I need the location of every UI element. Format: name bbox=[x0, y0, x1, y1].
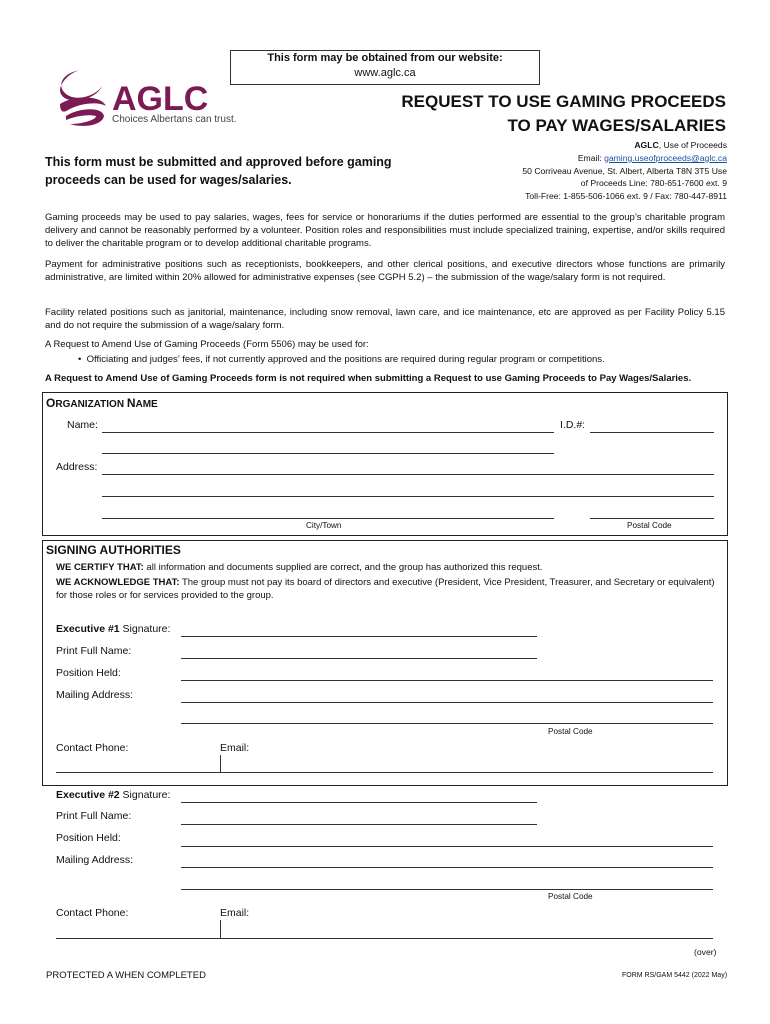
signing-authorities-title: SIGNING AUTHORITIES bbox=[46, 543, 181, 557]
logo-wordmark: AGLC bbox=[112, 80, 209, 118]
org-postal-field[interactable] bbox=[590, 518, 714, 519]
form-title-line1: REQUEST TO USE GAMING PROCEEDS bbox=[401, 92, 726, 111]
exec2-position-label: Position Held: bbox=[56, 832, 121, 844]
exec1-signature-field[interactable] bbox=[181, 636, 537, 637]
org-id-field[interactable] bbox=[590, 432, 714, 433]
exec1-phone-email-field[interactable] bbox=[56, 772, 713, 773]
exec2-phone-email-field[interactable] bbox=[56, 938, 713, 939]
contact-phone: of Proceeds Line: 780-651-7600 ext. 9 bbox=[580, 178, 727, 189]
exec2-print-name-field[interactable] bbox=[181, 824, 537, 825]
exec1-print-name-label: Print Full Name: bbox=[56, 645, 132, 657]
exec2-position-field[interactable] bbox=[181, 846, 713, 847]
contact-tollfree: Toll-Free: 1-855-506-1066 ext. 9 / Fax: 780-447-8911 bbox=[525, 191, 727, 202]
exec1-postal-label: Postal Code bbox=[548, 727, 593, 736]
org-id-label: I.D.#: bbox=[560, 419, 586, 431]
org-city-label: City/Town bbox=[306, 521, 342, 530]
protected-label: PROTECTED A WHEN COMPLETED bbox=[46, 970, 206, 981]
org-name-field-line2[interactable] bbox=[102, 453, 554, 454]
aglc-logo-icon bbox=[52, 66, 112, 130]
contact-email-line: Email: gaming.useofproceeds@aglc.ca bbox=[577, 152, 727, 163]
org-name-field[interactable] bbox=[102, 432, 554, 433]
exec1-phone-label: Contact Phone: bbox=[56, 742, 129, 754]
form-title-line2: TO PAY WAGES/SALARIES bbox=[507, 116, 726, 135]
exec1-mailing-field-line1[interactable] bbox=[181, 702, 713, 703]
exec2-mailing-label: Mailing Address: bbox=[56, 854, 134, 866]
bullet-officiating: • Officiating and judges’ fees, if not currently approved and the positions are required during regular program or competitions. bbox=[78, 354, 605, 365]
organization-title: ORGANIZATION NAME bbox=[46, 396, 158, 410]
exec1-signature-label: Executive #1 Signature: bbox=[56, 623, 171, 635]
org-name-label: Name: bbox=[67, 419, 98, 431]
form-title bbox=[401, 90, 726, 138]
contact-org: AGLC, Use of Proceeds bbox=[634, 140, 727, 150]
exec2-email-label: Email: bbox=[220, 907, 250, 919]
paragraph-facility-positions: Facility related positions such as janitorial, maintenance, including snow removal, lawn care, and ice maintenance, etc are approved as per Facility Policy 5.15 and do not require the submission of a wage/salary form. bbox=[45, 307, 725, 332]
organization-section bbox=[42, 392, 728, 536]
org-address-field-line2[interactable] bbox=[102, 496, 714, 497]
org-postal-label: Postal Code bbox=[627, 521, 672, 530]
logo-tagline: Choices Albertans can trust. bbox=[112, 114, 237, 125]
exec1-position-field[interactable] bbox=[181, 680, 713, 681]
org-address-field-line1[interactable] bbox=[102, 474, 714, 475]
paragraph-amend-form: A Request to Amend Use of Gaming Proceeds (Form 5506) may be used for: bbox=[45, 339, 369, 350]
org-city-field[interactable] bbox=[102, 518, 554, 519]
exec1-position-label: Position Held: bbox=[56, 667, 121, 679]
contact-email-link[interactable]: gaming.useofproceeds@aglc.ca bbox=[604, 152, 727, 163]
page-over-note: (over) bbox=[694, 947, 717, 957]
website-notice-text: This form may be obtained from our website: bbox=[267, 52, 503, 64]
form-number: FORM RS/GAM 5442 (2022 May) bbox=[622, 972, 728, 979]
exec2-field-divider bbox=[220, 920, 221, 938]
paragraph-amend-not-required: A Request to Amend Use of Gaming Proceeds form is not required when submitting a Request to use Gaming Proceeds to Pay Wages/Salaries. bbox=[45, 373, 692, 384]
exec1-mailing-label: Mailing Address: bbox=[56, 689, 134, 701]
org-address-label: Address: bbox=[56, 461, 98, 473]
submission-notice: This form must be submitted and approved before gaming proceeds can be used for wages/salaries. bbox=[45, 155, 392, 187]
contact-block bbox=[522, 139, 727, 203]
certify-statement: WE CERTIFY THAT: all information and documents supplied are correct, and the group has authorized this request. bbox=[56, 562, 543, 573]
exec1-mailing-field-line2[interactable] bbox=[181, 723, 713, 724]
website-notice-box bbox=[230, 50, 540, 85]
exec1-field-divider bbox=[220, 755, 221, 773]
exec2-mailing-field-line2[interactable] bbox=[181, 889, 713, 890]
bullet-dot-icon: • bbox=[78, 354, 87, 365]
acknowledge-statement: WE ACKNOWLEDGE THAT: The group must not pay its board of directors and executive (President, Vice President, Treasurer, and Secretary or equivalent) for those roles or for services provided to the group. bbox=[56, 577, 715, 602]
exec2-signature-label: Executive #2 Signature: bbox=[56, 789, 171, 801]
exec2-signature-field[interactable] bbox=[181, 802, 537, 803]
paragraph-eligibility: Gaming proceeds may be used to pay salaries, wages, fees for service or honorariums if the duties performed are essential to the group’s charitable program delivery and cannot be reasonably performed by a volunteer. Position roles and responsibilities must include specialized training, expertise, and/or skills required to deliver the charitable program or to develop additional charitable programs. bbox=[45, 212, 725, 250]
contact-address: 50 Corriveau Avenue, St. Albert, Alberta T8N 3T5 Use bbox=[522, 165, 727, 176]
exec2-postal-label: Postal Code bbox=[548, 892, 593, 901]
website-url[interactable]: www.aglc.ca bbox=[354, 67, 416, 79]
exec1-print-name-field[interactable] bbox=[181, 658, 537, 659]
exec1-email-label: Email: bbox=[220, 742, 250, 754]
paragraph-admin-positions: Payment for administrative positions such as receptionists, bookkeepers, and other clerical positions, and executive directors whose functions are primarily administrative, are limited within 20% allowed for administrative expenses (see CGPH 5.2) – the submission of the wage/salary form is not required. bbox=[45, 259, 725, 284]
exec2-mailing-field-line1[interactable] bbox=[181, 867, 713, 868]
exec2-phone-label: Contact Phone: bbox=[56, 907, 129, 919]
exec2-print-name-label: Print Full Name: bbox=[56, 810, 132, 822]
